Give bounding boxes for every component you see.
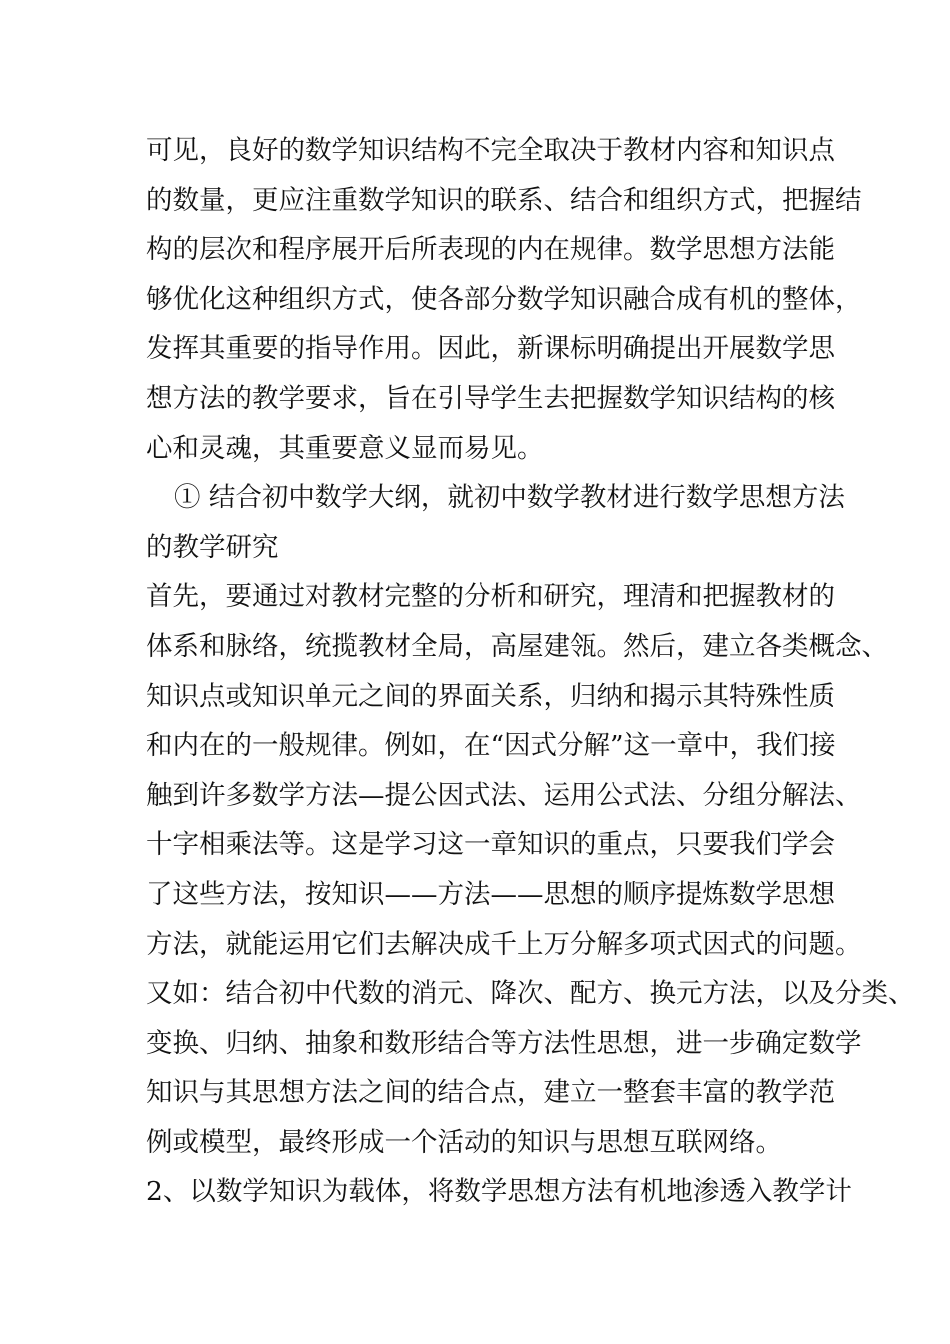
text-line: 十字相乘法等。这是学习这一章知识的重点，只要我们学会 [146, 829, 835, 861]
text-line: 触到许多数学方法—提公因式法、运用公式法、分组分解法、 [146, 779, 862, 811]
text-line: 的数量，更应注重数学知识的联系、结合和组织方式，把握结 [146, 184, 862, 216]
paragraph-2 [146, 572, 915, 1167]
text-line: 体系和脉络，统揽教材全局，高屋建瓴。然后，建立各类概念、 [146, 630, 888, 662]
text-line: 心和灵魂，其重要意义显而易见。 [146, 432, 544, 464]
paragraph-1 [146, 126, 862, 473]
text-line: 想方法的教学要求，旨在引导学生去把握数学知识结构的核 [146, 382, 835, 414]
text-line: 可见，良好的数学知识结构不完全取决于教材内容和知识点 [146, 135, 835, 166]
document-body [146, 126, 915, 1217]
heading-line: 的教学研究 [146, 531, 279, 563]
heading-line: 2、以数学知识为载体，将数学思想方法有机地渗透入教学计 [146, 1176, 852, 1208]
text-line: 变换、归纳、抽象和数形结合等方法性思想，进一步确定数学 [146, 1027, 862, 1059]
subsection-heading [146, 1167, 852, 1217]
text-line: 又如：结合初中代数的消元、降次、配方、换元方法，以及分类、 [146, 978, 915, 1010]
text-line: 例或模型，最终形成一个活动的知识与思想互联网络。 [146, 1126, 782, 1158]
text-line: 发挥其重要的指导作用。因此，新课标明确提出开展数学思 [146, 333, 835, 365]
text-line: 够优化这种组织方式，使各部分数学知识融合成有机的整体， [146, 283, 862, 315]
text-line: 首先，要通过对教材完整的分析和研究，理清和把握教材的 [146, 581, 835, 613]
text-line: 构的层次和程序展开后所表现的内在规律。数学思想方法能 [146, 234, 835, 266]
text-line: 知识点或知识单元之间的界面关系，归纳和揭示其特殊性质 [146, 680, 835, 712]
text-line: 了这些方法，按知识——方法——思想的顺序提炼数学思想 [146, 878, 835, 910]
text-line: 方法，就能运用它们去解决成千上万分解多项式因式的问题。 [146, 928, 862, 960]
text-line: 知识与其思想方法之间的结合点，建立一整套丰富的教学范 [146, 1077, 835, 1109]
heading-line: ① 结合初中数学大纲，就初中数学教材进行数学思想方法 [174, 482, 845, 514]
text-line: 和内在的一般规律。例如，在“因式分解”这一章中，我们接 [146, 730, 836, 762]
section-heading [146, 473, 845, 572]
